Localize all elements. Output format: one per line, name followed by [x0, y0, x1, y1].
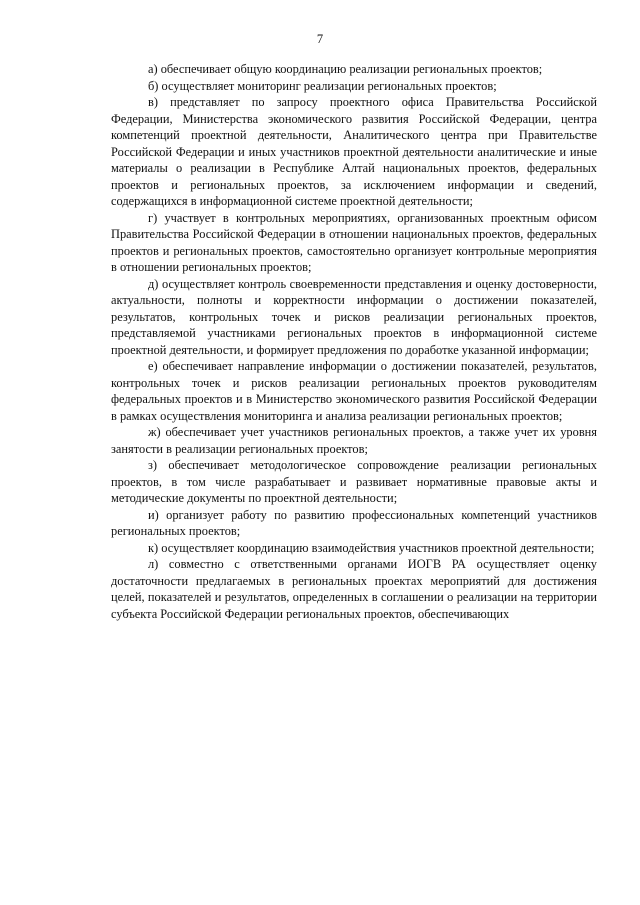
page-number: 7 — [316, 32, 324, 46]
paragraph-i: и) организует работу по развитию профессиональных компетенций участников региональных проектов; — [111, 507, 597, 538]
paragraph-d: д) осуществляет контроль своевременности представления и оценку достоверности, актуальности, полноты и корректности информации о достижении показателей, результатов, контрольных точек и рисков реализации региональных проектов, представляемой участниками региональных проектов в информационной системе проектной деятельности, и формирует предложения по доработке указанной информации; — [111, 276, 597, 357]
paragraph-e: е) обеспечивает направление информации о достижении показателей, результатов, контрольных точек и рисков реализации региональных проектов руководителям федеральных проектов и в Министерство экономического развития Российской Федерации в рамках осуществления мониторинга и анализа реализации региональных проектов; — [111, 359, 597, 423]
paragraph-z: з) обеспечивает методологическое сопровождение реализации региональных проектов, в том числе разрабатывает и развивает нормативные правовые акты и методические документы по проектной деятельности; — [111, 458, 597, 505]
paragraph-zh: ж) обеспечивает учет участников региональных проектов, а также учет их уровня занятости в реализации региональных проектов; — [111, 425, 597, 456]
paragraph-k: к) осуществляет координацию взаимодействия участников проектной деятельности; — [148, 540, 595, 555]
paragraph-v: в) представляет по запросу проектного офиса Правительства Российской Федерации, Министерства экономического развития Российской Федерации, центра компетенций проектной деятельности, Аналитического центра при Правительстве Российской Федерации и иных участников проектной деятельности аналитические и иные материалы о реализации в Республике Алтай национальных проектов, федеральных проектов и региональных проектов, за исключением информации и сведений, содержащихся в информационной системе проектной деятельности; — [111, 95, 597, 208]
paragraph-g: г) участвует в контрольных мероприятиях, организованных проектным офисом Правительства Российской Федерации в отношении национальных проектов, федеральных проектов и региональных проектов, самостоятельно организует контрольные мероприятия в отношении региональных проектов; — [111, 210, 597, 274]
document-body — [111, 61, 597, 622]
paragraph-b: б) осуществляет мониторинг реализации региональных проектов; — [148, 78, 497, 93]
paragraph-l: л) совместно с ответственными органами ИОГВ РА осуществляет оценку достаточности предлагаемых в региональных проектах мероприятий для достижения целей, показателей и результатов, определенных в соглашении о реализации на территории субъекта Российской Федерации региональных проектов, обеспечивающих — [111, 557, 597, 621]
paragraph-a: а) обеспечивает общую координацию реализации региональных проектов; — [148, 62, 543, 76]
